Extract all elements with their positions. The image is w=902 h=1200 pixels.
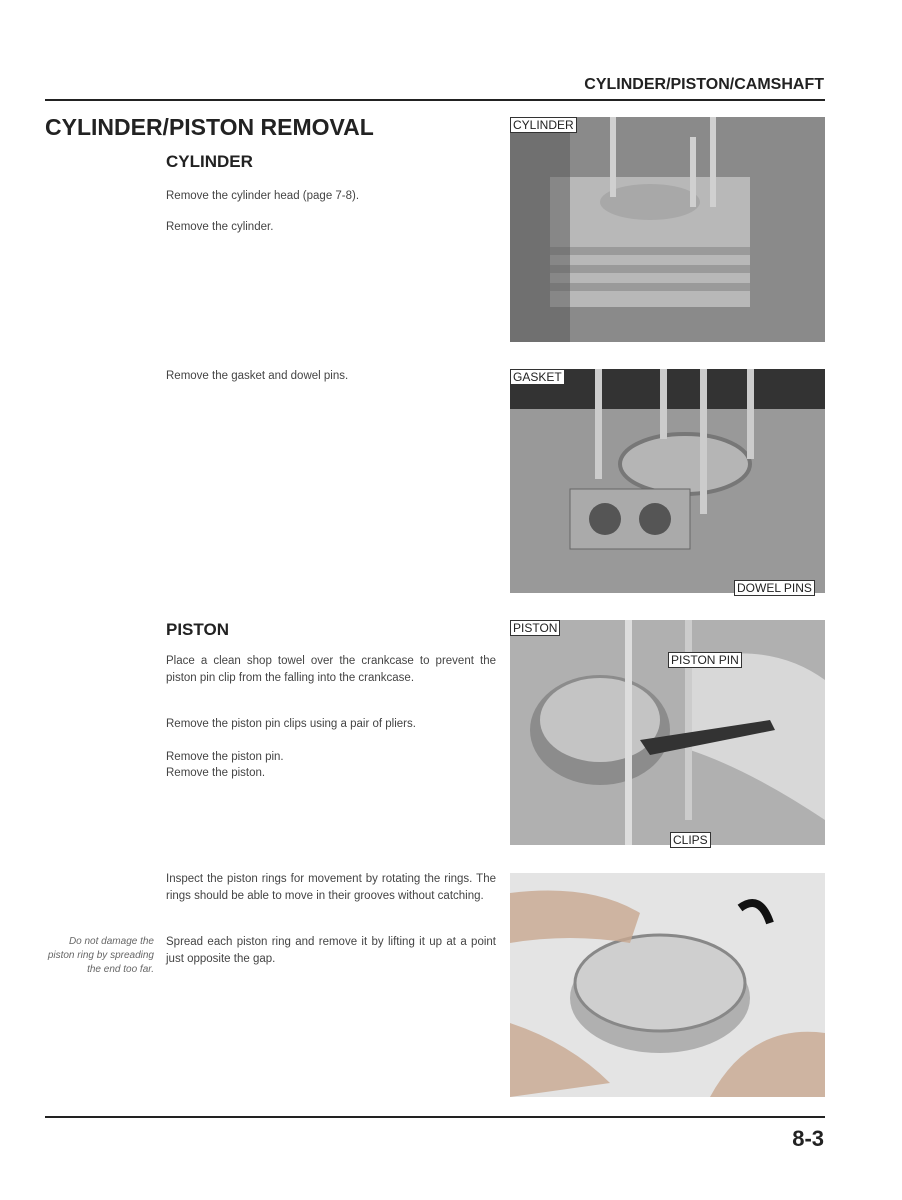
top-rule [45,99,825,101]
page-number: 8-3 [792,1126,824,1151]
step-text: Inspect the piston rings for movement by rotating the rings. The rings should be able to move in their grooves without catching. [166,873,496,902]
page-title: CYLINDER/PISTON REMOVAL [45,114,374,140]
step-text: Remove the gasket and dowel pins. [166,370,349,382]
figure-label: PISTON PIN [668,652,742,668]
step-text: Remove the piston pin clips using a pair of pliers. [166,718,416,730]
figure-label: GASKET [510,369,565,385]
piston-ring-photo [510,873,825,1097]
step-text: Remove the cylinder. [166,221,274,233]
step-text: Spread each piston ring and remove it by lifting it up at a point just opposite the gap. [166,936,496,965]
cylinder-heading: CYLINDER [166,152,253,171]
piston-heading: PISTON [166,620,229,639]
caution-note: Do not damage the piston ring by spreading the end too far. [47,936,154,975]
gasket-photo [510,369,825,593]
step-text: Remove the piston pin. [166,751,284,763]
figure-label: PISTON [510,620,560,636]
cylinder-photo [510,117,825,342]
figure-label: DOWEL PINS [734,580,815,596]
section-header: CYLINDER/PISTON/CAMSHAFT [584,76,824,93]
step-text: Place a clean shop towel over the crankcase to prevent the piston pin clip from the falling into the crankcase. [166,655,496,684]
figure-label: CYLINDER [510,117,577,133]
step-text: Remove the piston. [166,767,266,779]
figure-label: CLIPS [670,832,711,848]
bottom-rule [45,1116,825,1118]
step-text: Remove the cylinder head (page 7-8). [166,190,360,202]
